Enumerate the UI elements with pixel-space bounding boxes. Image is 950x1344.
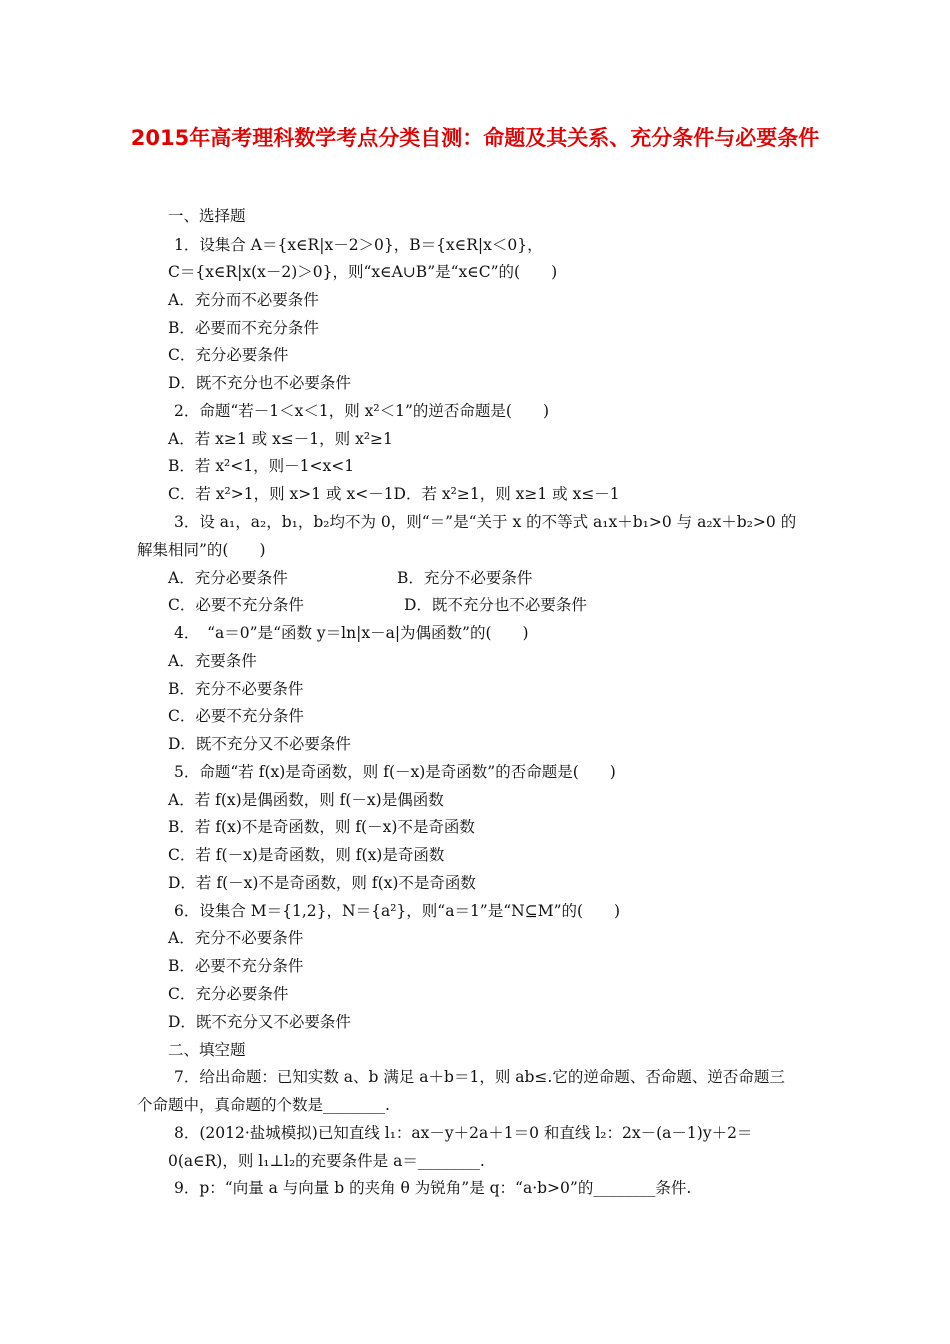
question-1-option-c: C．充分必要条件 [168, 346, 289, 364]
question-4-option-a: A．充要条件 [168, 652, 257, 670]
question-4-option-d: D．既不充分又不必要条件 [168, 735, 351, 753]
question-3-option-b: B．充分不必要条件 [397, 569, 533, 587]
question-5: 5．命题“若 f(x)是奇函数，则 f(－x)是奇函数”的否命题是( ) [174, 763, 616, 781]
question-1-option-b: B．必要而不充分条件 [168, 319, 319, 337]
question-5-option-a: A．若 f(x)是偶函数，则 f(－x)是偶函数 [168, 791, 444, 809]
question-2: 2．命题“若－1＜x＜1，则 x²＜1”的逆否命题是( ) [174, 402, 550, 420]
question-5-option-b: B．若 f(x)不是奇函数，则 f(－x)不是奇函数 [168, 818, 475, 836]
question-4-option-b: B．充分不必要条件 [168, 680, 304, 698]
question-9: 9．p：“向量 a 与向量 b 的夹角 θ 为锐角”是 q：“a·b>0”的________条件. [174, 1179, 692, 1197]
question-8-line-2: 0(a∈R)，则 l₁⊥l₂的充要条件是 a＝________. [168, 1152, 485, 1170]
question-4-option-c: C．必要不充分条件 [168, 707, 304, 725]
question-2-option-b: B．若 x²<1，则－1<x<1 [168, 457, 355, 475]
question-6: 6．设集合 M＝{1,2}，N＝{a²}，则“a＝1”是“N⊆M”的( ) [174, 902, 621, 920]
question-3-option-d: D．既不充分也不必要条件 [404, 596, 587, 614]
question-6-option-b: B．必要不充分条件 [168, 957, 304, 975]
question-1-option-d: D．既不充分也不必要条件 [168, 374, 351, 392]
question-2-option-a: A．若 x≥1 或 x≤－1，则 x²≥1 [168, 430, 393, 448]
question-3-line-1: 3．设 a₁，a₂，b₁，b₂均不为 0，则“＝”是“关于 x 的不等式 a₁x＋b₁>0 与 a₂x＋b₂>0 的 [174, 513, 797, 531]
question-6-option-a: A．充分不必要条件 [168, 929, 304, 947]
question-1-line-1: 1．设集合 A＝{x∈R|x－2＞0}，B＝{x∈R|x＜0}， [174, 236, 543, 254]
question-6-option-d: D．既不充分又不必要条件 [168, 1013, 351, 1031]
question-1-line-2: C＝{x∈R|x(x－2)＞0}，则“x∈A∪B”是“x∈C”的( ) [168, 263, 558, 281]
question-6-option-c: C．充分必要条件 [168, 985, 289, 1003]
section-heading-fill: 二、填空题 [168, 1041, 246, 1059]
question-3-option-a: A．充分必要条件 [168, 569, 288, 587]
question-5-option-c: C．若 f(－x)是奇函数，则 f(x)是奇函数 [168, 846, 445, 864]
question-3-option-c: C．必要不充分条件 [168, 596, 304, 614]
question-3-line-2: 解集相同”的( ) [137, 541, 266, 559]
question-4: 4． “a＝0”是“函数 y＝ln|x－a|为偶函数”的( ) [174, 624, 529, 642]
question-7-line-1: 7．给出命题：已知实数 a、b 满足 a＋b＝1，则 ab≤.它的逆命题、否命题、逆否命题三 [174, 1068, 785, 1086]
section-heading-choice: 一、选择题 [168, 207, 246, 225]
question-5-option-d: D．若 f(－x)不是奇函数，则 f(x)不是奇函数 [168, 874, 476, 892]
question-8-line-1: 8．(2012·盐城模拟)已知直线 l₁：ax－y＋2a＋1＝0 和直线 l₂：2x－(a－1)y＋2＝ [174, 1124, 753, 1142]
document-title: 2015年高考理科数学考点分类自测：命题及其关系、充分条件与必要条件 [130, 126, 820, 150]
question-7-line-2: 个命题中，真命题的个数是________. [137, 1096, 390, 1114]
question-1-option-a: A．充分而不必要条件 [168, 291, 319, 309]
question-2-option-c-d: C．若 x²>1，则 x>1 或 x<－1D．若 x²≥1，则 x≥1 或 x≤－1 [168, 485, 620, 503]
